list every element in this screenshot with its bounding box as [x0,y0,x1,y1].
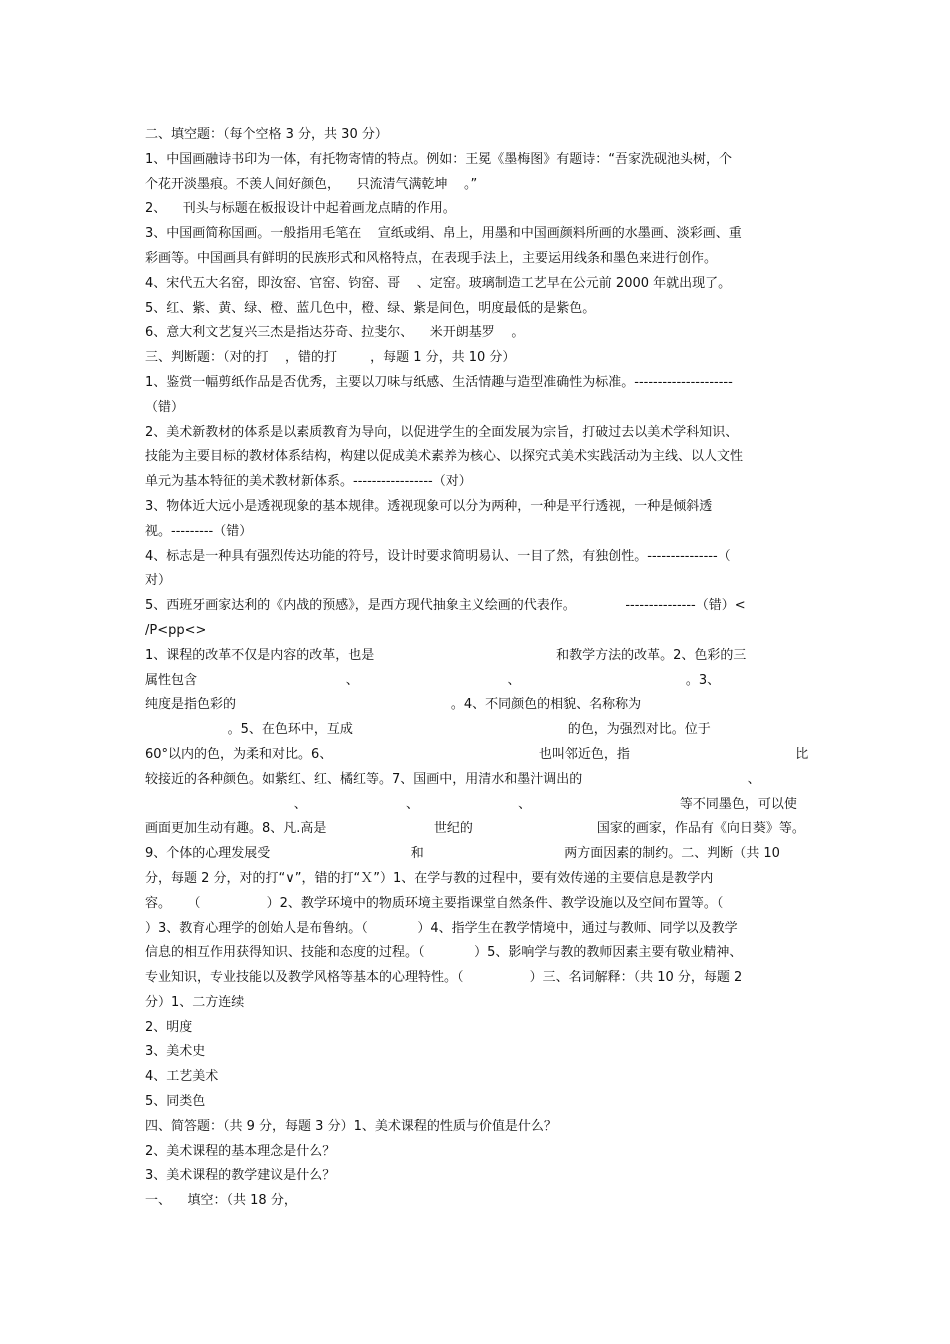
text-line: 单元为基本特征的美术教材新体系。-----------------（对） [145,474,472,490]
text-line: /P<pp<> [145,622,207,638]
text-line: 、 、 、 等不同墨色，可以使 [145,796,797,812]
text-line: 2、美术课程的基本理念是什么？ [145,1143,336,1159]
text-line: 1、鉴赏一幅剪纸作品是否优秀，主要以刀味与纸感、生活情趣与造型准确性为标准。--------------------- [145,374,733,390]
text-line: 信息的相互作用获得知识、技能和态度的过程。（ ）5、影响学与教的教师因素主要有敬业精神、 [145,945,743,961]
text-line: 3、物体近大远小是透视现象的基本规律。透视现象可以分为两种，一种是平行透视，一种是倾斜透 [145,498,713,514]
text-line: 。5、在色环中，互成 的色，为强烈对比。位于 [145,722,711,738]
text-line: 个花开淡墨痕。不羡人间好颜色， 只流清气满乾坤 。” [145,176,478,192]
text-line: 二、填空题：（每个空格 3 分，共 30 分） [145,127,388,142]
text-line: 3、美术史 [145,1044,206,1060]
text-line: 3、美术课程的教学建议是什么？ [145,1168,336,1184]
text-line: 3、中国画简称国画。一般指用毛笔在 宣纸或绢、帛上，用墨和中国画颜料所画的水墨画、淡彩画、重 [145,226,742,242]
text-line: 较接近的各种颜色。如紫红、红、橘红等。7、国画中，用清水和墨汁调出的 、 [145,771,761,787]
document-page [145,123,813,1214]
text-line: （错） [145,399,185,415]
text-line: 视。---------（错） [145,523,253,539]
text-line: 专业知识，专业技能以及教学风格等基本的心理特性。（ ）三、名词解释：（共 10 分，每题 2 [145,970,743,986]
text-line: 4、标志是一种具有强烈传达功能的符号，设计时要求简明易认、一目了然，有独创性。---------------（ [145,548,731,564]
text-line: 4、工艺美术 [145,1069,219,1085]
text-line: 对） [145,573,172,589]
text-line: 2、美术新教材的体系是以素质教育为导向，以促进学生的全面发展为宗旨，打破过去以美术学科知识、 [145,424,739,440]
text-line: 画面更加生动有趣。8、凡.高是 世纪的 国家的画家，作品有《向日葵》等。 [145,821,805,837]
text-line: 三、判断题：（对的打 ，错的打 ，每题 1 分，共 10 分） [145,350,516,366]
text-line: 彩画等。中国画具有鲜明的民族形式和风格特点，在表现手法上，主要运用线条和墨色来进行创作。 [145,250,718,266]
text-line: 6、意大利文艺复兴三杰是指达芬奇、拉斐尔、 米开朗基罗 。 [145,325,525,341]
text-line: 四、简答题：（共 9 分，每题 3 分）1、美术课程的性质与价值是什么？ [145,1118,557,1134]
text-line: 1、课程的改革不仅是内容的改革，也是 和教学方法的改革。2、色彩的三 [145,647,747,663]
text-line: 一、 填空：（共 18 分， [145,1193,297,1209]
text-line: 4、宋代五大名窑，即汝窑、官窑、钧窑、哥 、定窑。玻璃制造工艺早在公元前 2000 年就出现了。 [145,275,732,291]
text-line: 纯度是指色彩的 。4、不同颜色的相貌、名称称为 [145,697,642,713]
text-line: 9、个体的心理发展受 和 两方面因素的制约。二、判断（共 10 [145,846,780,862]
text-line: 5、红、紫、黄、绿、橙、蓝几色中，橙、绿、紫是间色，明度最低的是紫色。 [145,300,596,316]
text-line: 分，每题 2 分，对的打“∨”，错的打“Ｘ”）1、在学与教的过程中，要有效传递的主要信息是教学内 [145,870,714,886]
text-line: 容。 （ ）2、教学环境中的物质环境主要指课堂自然条件、教学设施以及空间布置等。（ [145,895,724,911]
text-line: 分）1、二方连续 [145,994,245,1010]
text-line: 5、同类色 [145,1094,206,1110]
text-line: 60°以内的色，为柔和对比。6、 也叫邻近色，指 比 [145,746,809,762]
text-line: 5、西班牙画家达利的《内战的预感》，是西方现代抽象主义绘画的代表作。 ---------------（错）< [145,598,746,614]
text-line: 2、明度 [145,1019,193,1035]
text-line: 1、中国画融诗书印为一体，有托物寄情的特点。例如：王冕《墨梅图》有题诗：“吾家洗砚池头树，个 [145,151,733,167]
text-line: 2、 刊头与标题在板报设计中起着画龙点睛的作用。 [145,201,456,217]
text-line: ）3、教育心理学的创始人是布鲁纳。（ ）4、指学生在教学情境中，通过与教师、同学以及教学 [145,920,738,936]
text-line: 属性包含 、 、 。3、 [145,672,721,688]
text-line: 技能为主要目标的教材体系结构，构建以促成美术素养为核心、以探究式美术实践活动为主线、以人文性 [145,449,744,465]
